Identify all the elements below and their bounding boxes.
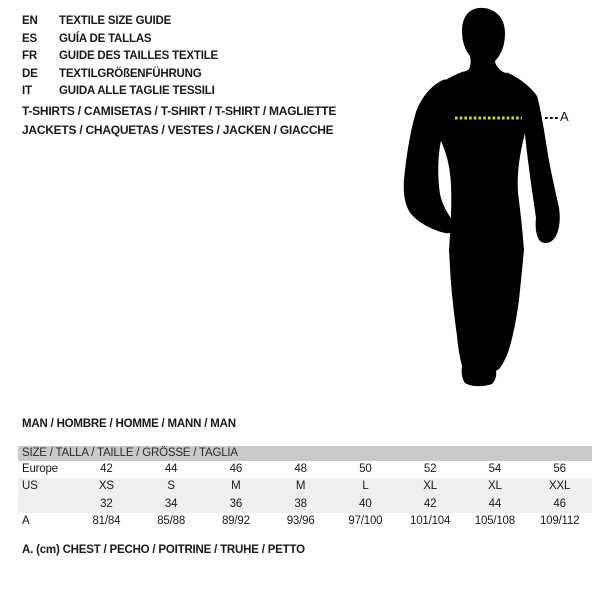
size-cell: 38: [294, 497, 307, 510]
measurement-label-a: A: [560, 109, 569, 124]
category-tshirts: T-SHIRTS / CAMISETAS / T-SHIRT / T-SHIRT / MAGLIETTE: [22, 104, 337, 118]
size-cell: 42: [423, 497, 437, 510]
category-jackets: JACKETS / CHAQUETAS / VESTES / JACKEN / GIACCHE: [22, 123, 334, 137]
language-label: GUÍA DE TALLAS: [59, 32, 152, 45]
language-label: GUIDE DES TAILLES TEXTILE: [59, 50, 218, 62]
size-cell: 44: [488, 497, 502, 510]
language-label: TEXTILE SIZE GUIDE: [59, 15, 172, 27]
man-silhouette-svg: [398, 4, 578, 396]
size-cell: 101/104: [410, 514, 451, 527]
size-cell: 93/96: [286, 514, 315, 527]
size-cell: 105/108: [474, 514, 515, 527]
size-cell: XS: [98, 480, 114, 493]
size-cell: 56: [553, 463, 566, 475]
language-row: [22, 66, 218, 84]
size-cell: XL: [423, 480, 437, 493]
table-row-us: [18, 478, 592, 495]
size-cell: XL: [488, 480, 502, 493]
size-row-label: US: [22, 480, 38, 493]
size-cell: M: [295, 480, 306, 493]
table-row-europe: [18, 461, 592, 478]
size-cell: 40: [359, 497, 372, 510]
size-cell: 81/84: [92, 514, 121, 527]
size-cell: 32: [100, 497, 113, 510]
size-cell: 36: [229, 497, 243, 510]
size-cell: 97/100: [348, 514, 383, 527]
size-cell: 42: [100, 463, 113, 475]
size-cell: XXL: [549, 480, 571, 493]
size-cell: 109/112: [539, 514, 580, 527]
man-silhouette: [398, 4, 578, 396]
size-cell: 50: [359, 463, 372, 475]
language-row: [22, 48, 218, 66]
size-cell: S: [167, 480, 175, 493]
size-cell: 46: [229, 463, 243, 475]
size-cell: 54: [488, 463, 502, 475]
size-cell: 89/92: [221, 514, 250, 527]
table-row-chest-a: [18, 513, 592, 530]
size-row-label: A: [22, 514, 30, 527]
language-code: EN: [22, 15, 38, 27]
head-shape: [455, 8, 509, 82]
size-cell: 48: [294, 463, 307, 475]
language-code: ES: [22, 32, 37, 45]
language-row: [22, 83, 218, 101]
measurement-footnote: A. (cm) CHEST / PECHO / POITRINE / TRUHE / PETTO: [22, 544, 305, 556]
language-code: IT: [22, 85, 32, 97]
size-cell: 44: [164, 463, 178, 475]
language-list: [22, 13, 218, 101]
language-label: TEXTILGRÖßENFÜHRUNG: [59, 67, 202, 80]
garment-categories: [22, 102, 336, 140]
size-table-header: SIZE / TALLA / TAILLE / GRÖSSE / TAGLIA: [18, 446, 592, 461]
section-heading-man: MAN / HOMBRE / HOMME / MANN / MAN: [22, 418, 236, 430]
size-cell: 85/88: [157, 514, 186, 527]
size-row-label: Europe: [22, 463, 58, 475]
language-code: DE: [22, 67, 38, 80]
language-label: GUIDA ALLE TAGLIE TESSILI: [59, 85, 215, 97]
language-row: [22, 13, 218, 31]
language-row: [22, 31, 218, 49]
size-table: [18, 446, 592, 530]
size-cell: M: [231, 480, 241, 493]
legs-shape: [449, 248, 524, 386]
table-row-numeric: [18, 496, 592, 513]
size-cell: 34: [164, 497, 178, 510]
size-cell: 52: [423, 463, 437, 475]
size-row-label: [18, 496, 74, 513]
size-cell: 46: [553, 497, 566, 510]
language-code: FR: [22, 50, 37, 62]
size-cell: L: [362, 480, 369, 493]
